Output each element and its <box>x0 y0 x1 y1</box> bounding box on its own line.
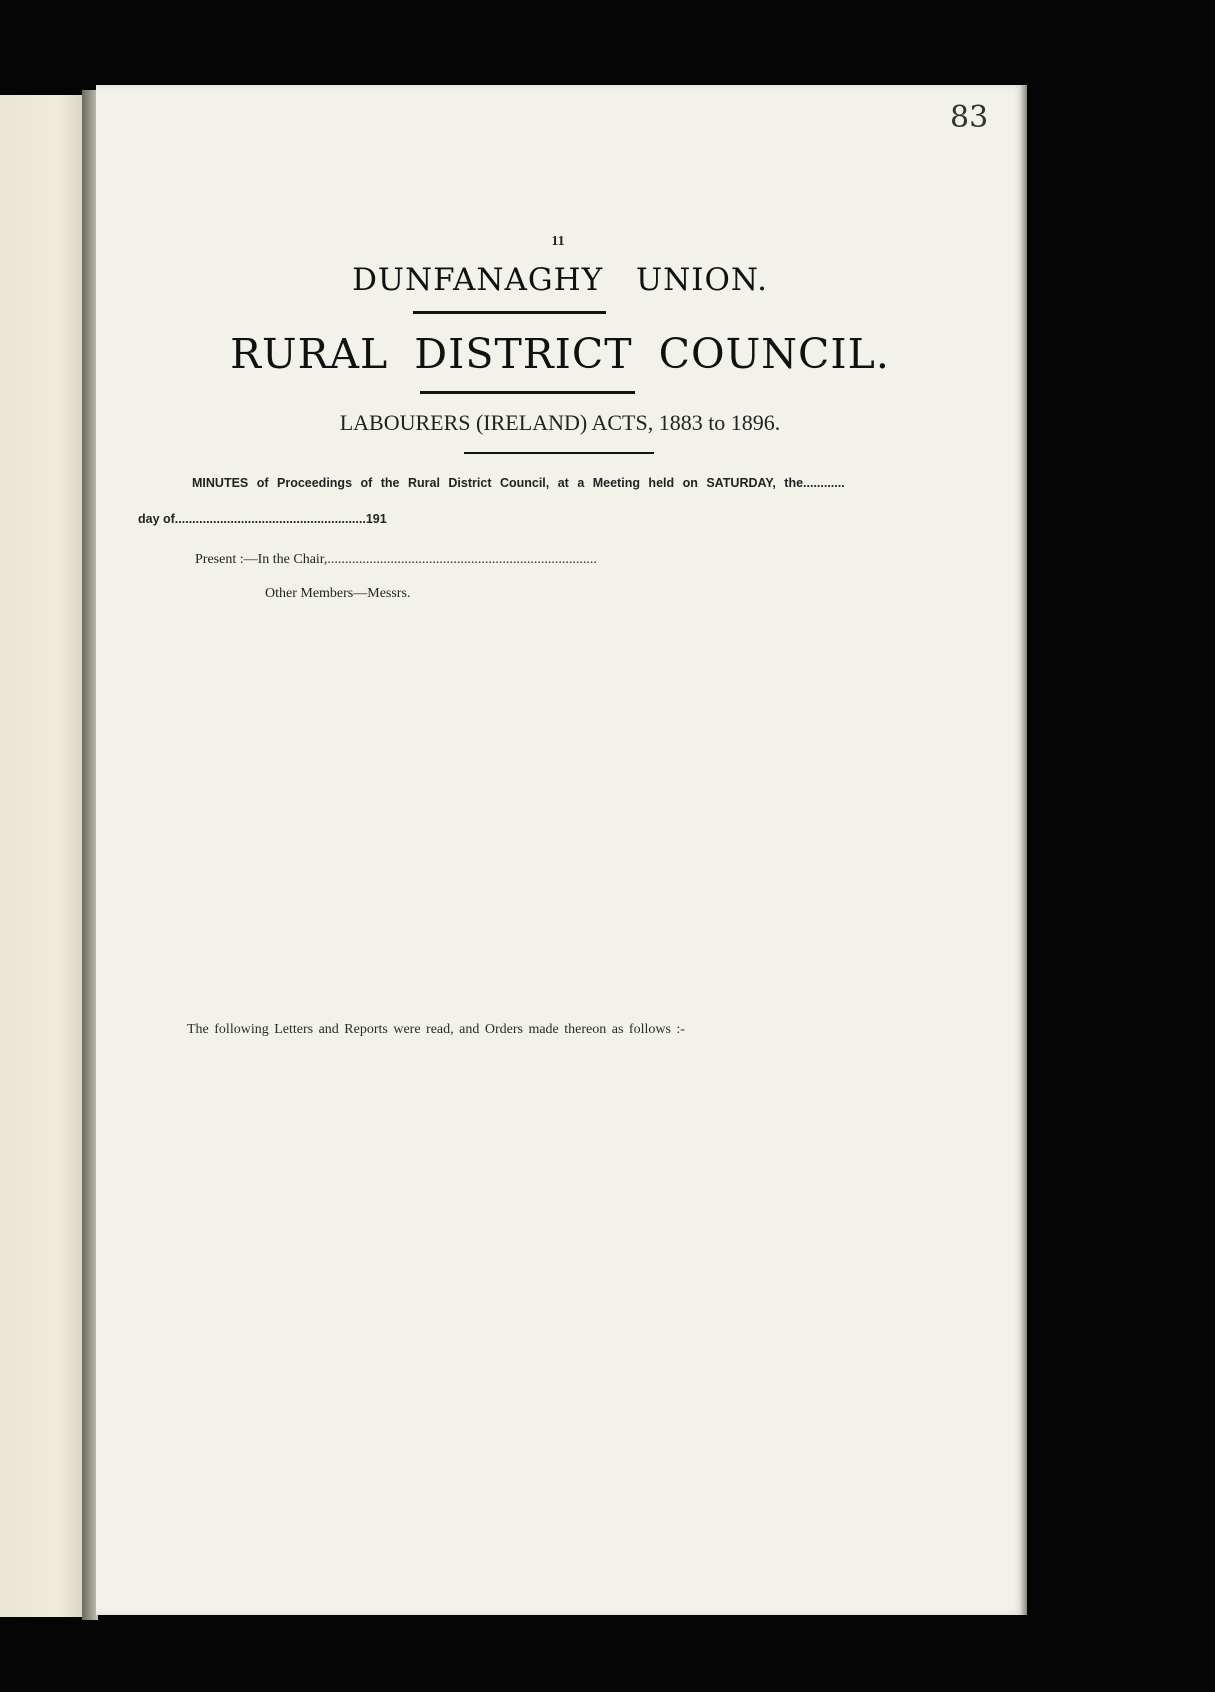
union-title: DUNFANAGHY UNION. <box>352 262 768 298</box>
minutes-heading: MINUTES of Proceedings of the Rural District Council, at a Meeting held on SATURDAY, the............ <box>192 476 845 490</box>
council-rule <box>420 391 635 394</box>
acts-title: LABOURERS (IRELAND) ACTS, 1883 to 1896. <box>339 410 781 435</box>
letters-reports-line: The following Letters and Reports were read, and Orders made thereon as follows :- <box>187 1022 685 1037</box>
acts-rule <box>464 452 654 454</box>
present-chair-line: Present :—In the Chair,............................................................................. <box>195 552 597 567</box>
facing-page <box>0 95 84 1617</box>
other-members-line: Other Members—Messrs. <box>265 586 411 601</box>
document-page <box>96 85 1025 1615</box>
title-rule <box>413 311 606 314</box>
page-edge <box>1020 85 1027 1615</box>
page-number: 83 <box>950 100 989 135</box>
council-title: RURAL DISTRICT COUNCIL. <box>230 330 890 378</box>
meeting-date-line: day of.......................................................191 <box>138 512 387 526</box>
form-number: 11 <box>551 234 565 249</box>
